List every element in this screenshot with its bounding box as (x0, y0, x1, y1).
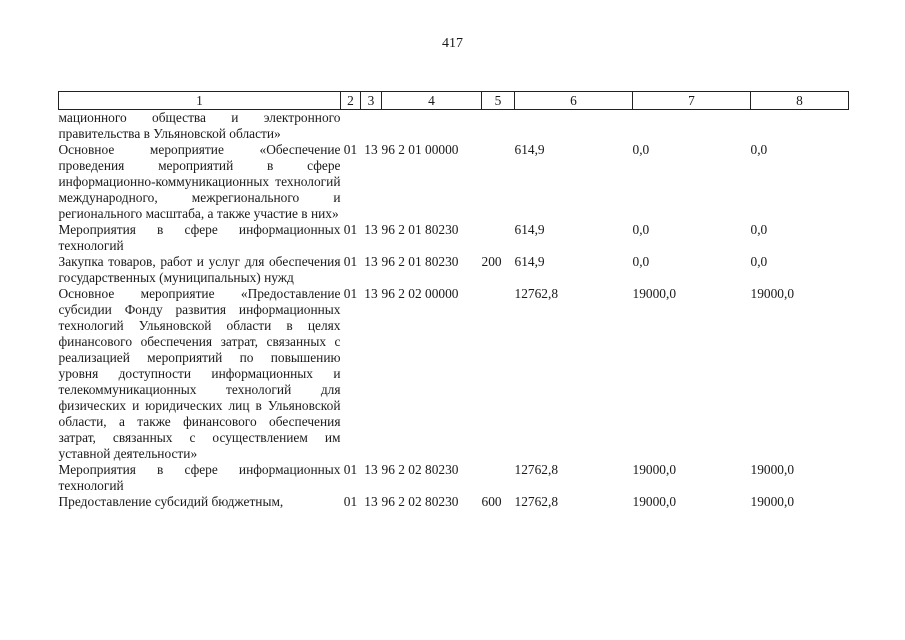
row-section: 01 (343, 142, 358, 157)
row-expense-type (482, 222, 515, 254)
row-amount-2: 19000,0 (632, 494, 677, 509)
row-subsection: 13 (364, 462, 378, 477)
row-amount-3: 19000,0 (750, 286, 795, 301)
row-amount-3: 19000,0 (750, 462, 795, 477)
column-header-4: 4 (382, 92, 482, 110)
row-name: мационного общества и электронного правительства в Ульяновской области» (58, 110, 341, 141)
table-row (59, 222, 849, 254)
budget-table (58, 91, 849, 510)
row-subsection: 13 (364, 222, 378, 237)
row-name: Мероприятия в сфере информационных технологий (58, 222, 341, 253)
row-amount-2: 0,0 (632, 222, 650, 237)
column-header-8: 8 (751, 92, 849, 110)
row-subsection: 13 (364, 286, 378, 301)
row-expense-type (482, 110, 515, 143)
row-amount-1: 614,9 (514, 254, 545, 269)
table-row (59, 110, 849, 143)
row-name: Предоставление субсидий бюджетным, (58, 494, 284, 509)
row-subsection: 13 (364, 494, 378, 509)
row-section: 01 (343, 254, 358, 269)
row-name: Основное мероприятие «Предоставление субсидии Фонду развития информационных технологий Ульяновской области в целях финансового обеспечения затрат, связанных с реализацией мероприятий по повышению уровня доступности информационных и телекоммуникационных технологий для физических и юридических лиц в Ульяновской области, а также финансового обеспечения затрат, связанных с осуществлением им уставной деятельности» (58, 286, 341, 461)
row-amount-2: 0,0 (632, 254, 650, 269)
row-amount-1: 12762,8 (514, 286, 559, 301)
column-header-1: 1 (59, 92, 341, 110)
row-amount-3: 19000,0 (750, 494, 795, 509)
row-expense-type: 200 (481, 254, 502, 269)
row-name: Закупка товаров, работ и услуг для обеспечения государственных (муниципальных) нужд (58, 254, 341, 285)
row-target-code: 96 2 02 80230 (381, 462, 459, 477)
row-amount-2: 0,0 (632, 142, 650, 157)
row-section (341, 110, 361, 143)
row-section: 01 (343, 462, 358, 477)
row-target-code: 96 2 02 80230 (381, 494, 459, 509)
row-section: 01 (343, 494, 358, 509)
row-subsection: 13 (364, 254, 378, 269)
column-header-3: 3 (361, 92, 382, 110)
row-amount-3: 0,0 (750, 222, 768, 237)
row-name: Мероприятия в сфере информационных технологий (58, 462, 341, 493)
row-amount-1: 614,9 (514, 222, 545, 237)
table-row (59, 462, 849, 494)
row-target-code: 96 2 02 00000 (381, 286, 459, 301)
row-target-code: 96 2 01 00000 (381, 142, 459, 157)
row-amount-3: 0,0 (750, 254, 768, 269)
row-expense-type (482, 462, 515, 494)
row-section: 01 (343, 286, 358, 301)
table-row (59, 142, 849, 222)
column-header-2: 2 (341, 92, 361, 110)
row-expense-type (482, 142, 515, 222)
row-expense-type: 600 (481, 494, 502, 509)
row-amount-2: 19000,0 (632, 286, 677, 301)
row-subsection (361, 110, 382, 143)
row-amount-1: 12762,8 (514, 494, 559, 509)
row-amount-2 (633, 110, 751, 143)
row-amount-3: 0,0 (750, 142, 768, 157)
column-header-7: 7 (633, 92, 751, 110)
row-subsection: 13 (364, 142, 378, 157)
column-header-5: 5 (482, 92, 515, 110)
header-row (59, 92, 849, 110)
row-name: Основное мероприятие «Обеспечение проведения мероприятий в сфере информационно-коммуникационных технологий международного, межрегионального и регионального масштаба, а также участие в них» (58, 142, 341, 221)
column-header-6: 6 (515, 92, 633, 110)
row-target-code: 96 2 01 80230 (381, 254, 459, 269)
row-target-code (382, 110, 482, 143)
row-amount-2: 19000,0 (632, 462, 677, 477)
row-target-code: 96 2 01 80230 (381, 222, 459, 237)
row-amount-1: 12762,8 (514, 462, 559, 477)
table-row (59, 286, 849, 462)
row-expense-type (482, 286, 515, 462)
table-row (59, 494, 849, 510)
row-amount-1: 614,9 (514, 142, 545, 157)
row-amount-1 (515, 110, 633, 143)
row-section: 01 (343, 222, 358, 237)
table-row (59, 254, 849, 286)
page-number: 417 (442, 36, 463, 51)
row-amount-3 (751, 110, 849, 143)
